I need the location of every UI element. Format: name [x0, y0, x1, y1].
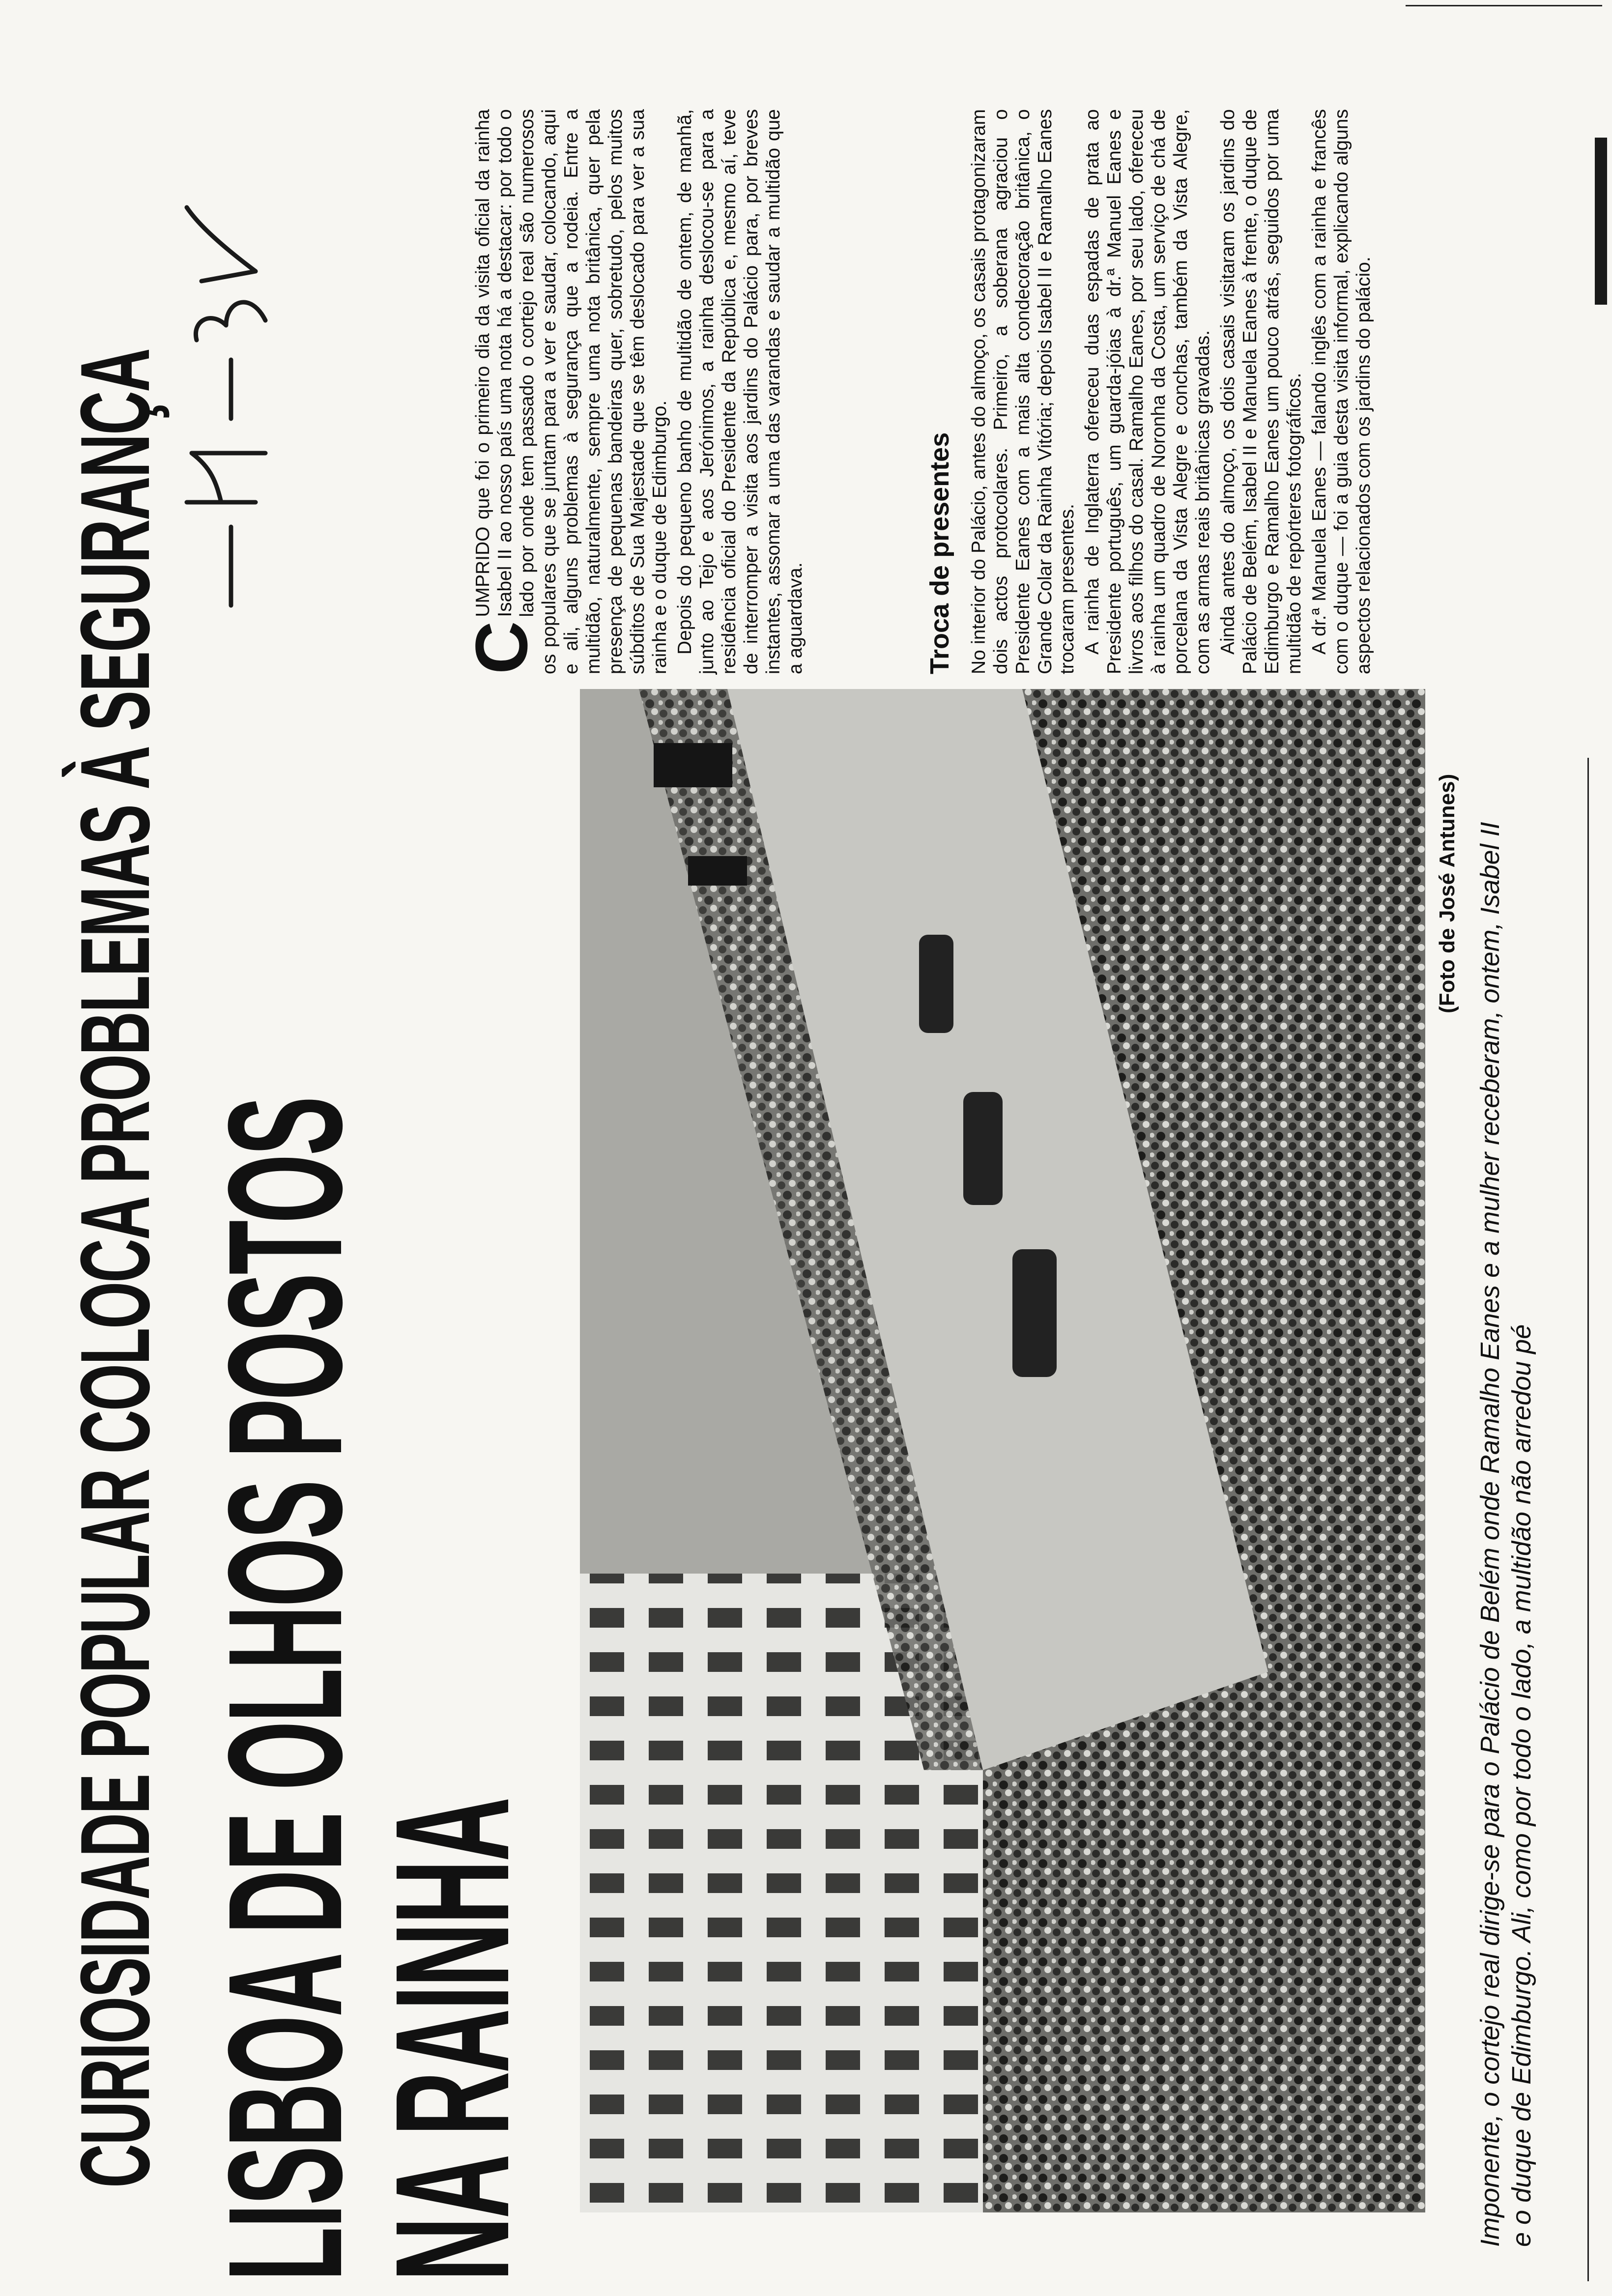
headline-line-1: LISBOA DE OLHOS POSTOS	[194, 1097, 375, 2281]
article-paragraph: Depois do pequeno banho de multidão de ontem, de manhã, junto ao Tejo e aos Jerónimos, a rainha deslocou-se para a residência oficial do Presidente da República e, mesmo aí, teve de interromper a visita aos jardins do Palácio para, por breves instantes, assomar a uma das varandas e saudar a multidão que a aguardava.	[674, 109, 806, 674]
handwritten-date	[157, 173, 295, 615]
bottom-rule	[1587, 758, 1589, 2281]
drop-cap: C	[460, 621, 543, 674]
photo-image	[580, 689, 1425, 2212]
article-paragraph: UMPRIDO que foi o primeiro dia da visita oficial da rainha Isabel II ao nosso país uma nota há a destacar: por todo o lado por onde tem passado o cortejo real são numerosos os populares que se juntam para a ver e saudar, colocando, aqui e ali, alguns problemas à segurança que a rodeia. Entre a multidão, naturalmente, sempre uma nota britânica, quer pela presença de pequenas bandeiras quer, sobretudo, pelos muitos súbditos de Sua Majestade que se têm deslocado para ver a sua rainha e o duque de Edimburgo.	[472, 109, 670, 674]
article-paragraph: A dr.ª Manuela Eanes — falando inglês com a rainha e francês com o duque — foi a guia desta visita informal, explicando alguns aspectos relacionados com os jardins do palácio.	[1309, 109, 1374, 674]
headline-line-2: NA RAINHA	[361, 1799, 543, 2281]
kicker-headline: CURIOSIDADE POPULAR COLOCA PROBLEMAS À SEGURANÇA	[60, 349, 170, 2188]
article-subhead: Troca de presentes	[925, 432, 954, 674]
article-column-1	[460, 109, 809, 674]
article-paragraph: A rainha de Inglaterra ofereceu duas espadas de prata ao Presidente português, um guarda-jóias à dr.ª Manuel Eanes e livros aos filhos do casal. Ramalho Eanes, por seu lado, ofereceu à rainha um quadro de Noronha da Costa, um serviço de chá de porcelana da Vista Alegre e conchas, também da Vista Alegre, com as armas reais britânicas gravadas.	[1082, 109, 1213, 674]
article-column-2	[924, 109, 1378, 674]
article-paragraph: No interior do Palácio, antes do almoço, os casais protagonizaram dois actos protocolares. Primeiro, a soberana agraciou o Presidente Eanes com a mais alta condecoração britânica, o Grande Colar da Rainha Vitória; depois Isabel II e Ramalho Eanes trocaram presentes.	[968, 109, 1078, 674]
photo-caption: Imponente, o cortejo real dirige-se para o Palácio de Belém onde Ramalho Eanes e a mulher receberam, ontem, Isabel II e o duque de Edimburgo. Ali, como por todo o lado, a multidão não arredou pé	[1475, 822, 1536, 2247]
article-paragraph: Ainda antes do almoço, os dois casais visitaram os jardins do Palácio de Belém, Isabel II e Manuela Eanes à frente, o duque de Edimburgo e Ramalho Eanes um pouco atrás, seguidos por uma multidão de repórteres fotográficos.	[1217, 109, 1305, 674]
main-headline	[194, 1097, 543, 2281]
photo-credit: (Foto de José Antunes)	[1435, 774, 1459, 1013]
news-photo-royal-procession	[580, 689, 1425, 2212]
